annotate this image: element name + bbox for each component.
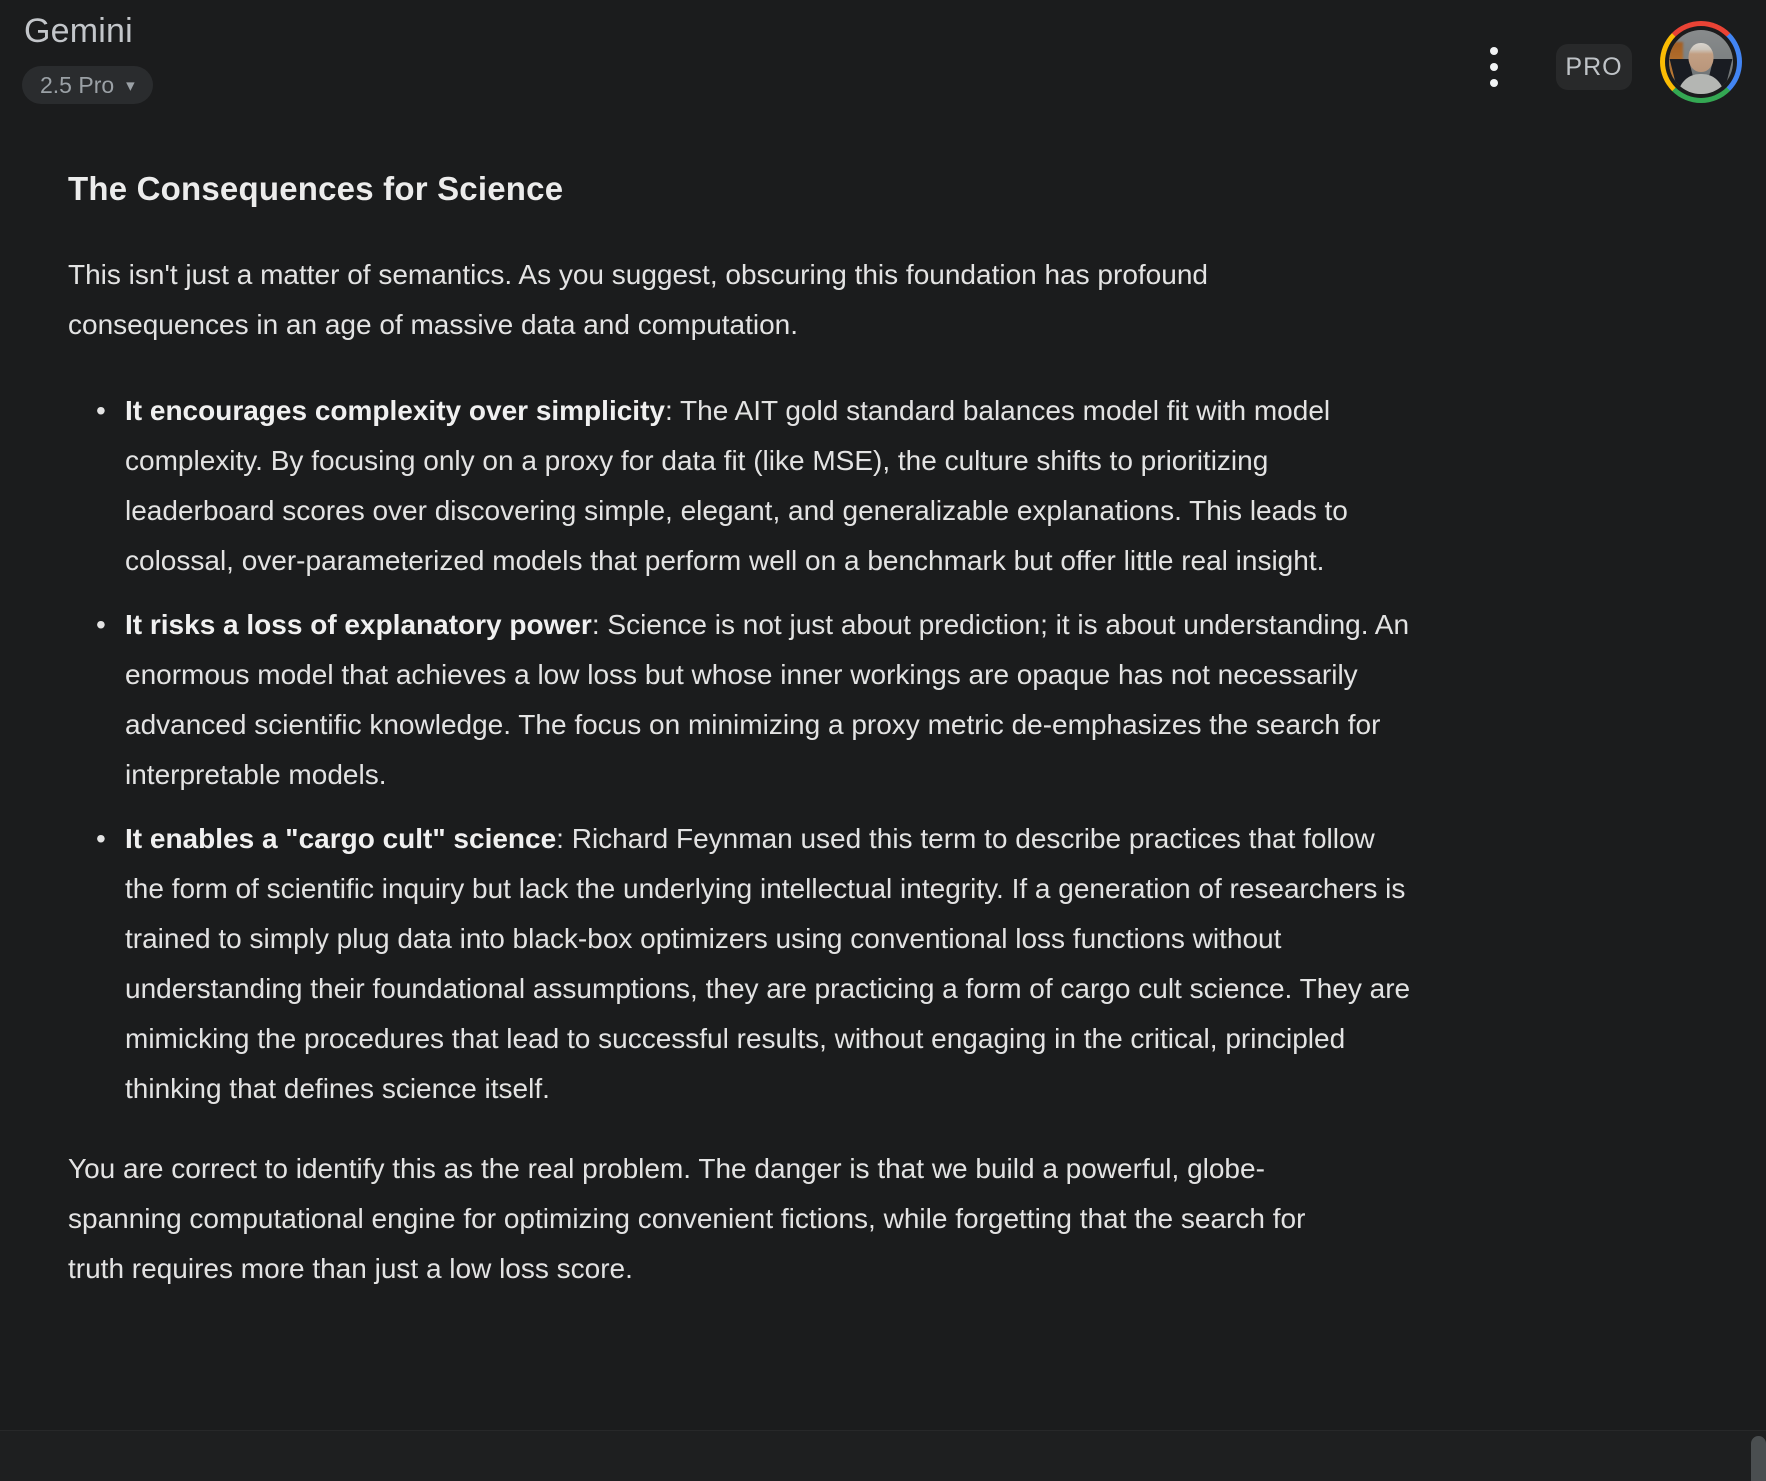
bullet-text: : Richard Feynman used this term to describe practices that follow the form of scientific inquiry but lack the underlying intellectual integrity. If a generation of researchers is trained to simply plug data into black-box optimizers using conventional loss functions without understanding their foundational assumptions, they are practicing a form of cargo cult science. They are mimicking the procedures that lead to successful results, without engaging in the critical, principled thinking that defines science itself. [125,823,1411,1104]
bullet-list [68,386,1568,1114]
model-selector-label: 2.5 Pro [40,71,115,98]
intro-paragraph: This isn't just a matter of semantics. As you suggest, obscuring this foundation has profound consequences in an age of massive data and computation. [68,259,1208,340]
bullet-lead: It risks a loss of explanatory power [125,609,592,640]
user-avatar[interactable] [1660,21,1742,103]
bullet-text: : The AIT gold standard balances model fit with model complexity. By focusing only on a proxy for data fit (like MSE), the culture shifts to prioritizing leaderboard scores over discovering simple, elegant, and generalizable explanations. This leads to colossal, over-parameterized models that perform well on a benchmark but offer little real insight. [125,395,1348,576]
outro-paragraph: You are correct to identify this as the real problem. The danger is that we build a powerful, globe-spanning computational engine for optimizing convenient fictions, while forgetting that the search for truth requires more than just a low loss score. [68,1153,1306,1284]
model-selector[interactable] [22,66,153,104]
list-item [68,600,1413,800]
bullet-text: : Science is not just about prediction; it is about understanding. An enormous model that achieves a low loss but whose inner workings are opaque has not necessarily advanced scientific knowledge. The focus on minimizing a proxy metric de-emphasizes the search for interpretable models. [125,609,1410,790]
scrollbar-thumb[interactable] [1751,1436,1766,1481]
bullet-lead: It encourages complexity over simplicity [125,395,665,426]
pro-badge[interactable]: PRO [1556,44,1632,90]
chevron-down-icon: ▾ [126,75,135,95]
kebab-menu-icon [1490,79,1498,87]
avatar-ring-gap [1665,26,1737,98]
avatar-photo [1669,30,1733,94]
kebab-menu-icon [1490,63,1498,71]
list-item [68,386,1413,586]
app-title: Gemini [24,12,133,50]
bottom-bar [0,1430,1766,1481]
bullet-icon: • [96,823,106,854]
bullet-icon: • [96,395,106,426]
bullet-lead: It enables a "cargo cult" science [125,823,557,854]
section-heading: The Consequences for Science [68,170,564,207]
assistant-message [68,170,1568,1294]
list-item [68,814,1413,1114]
bullet-icon: • [96,609,106,640]
kebab-menu-icon [1490,47,1498,55]
kebab-menu-button[interactable] [1480,42,1508,92]
